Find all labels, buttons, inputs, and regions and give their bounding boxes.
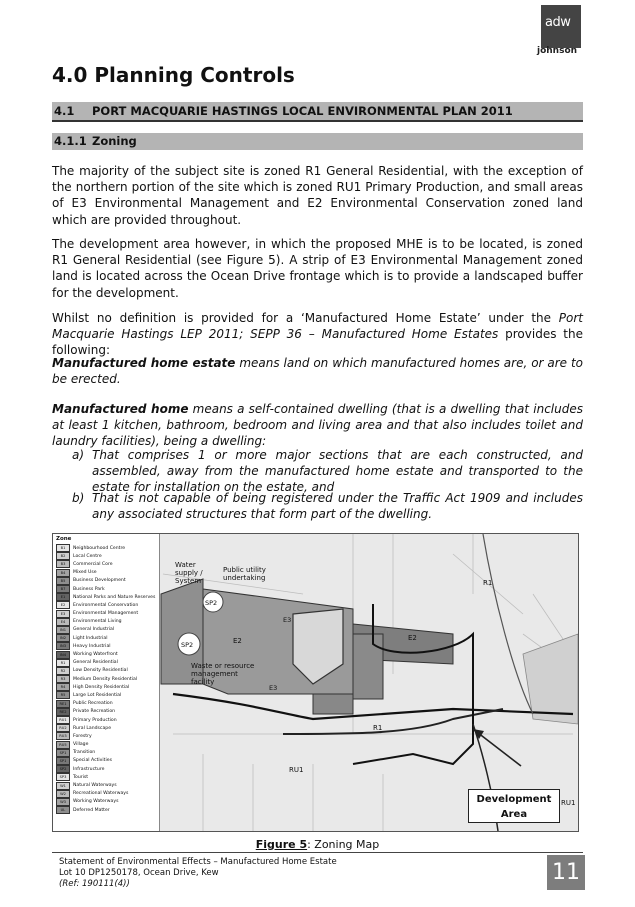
legend-swatch: IN2 [56, 634, 70, 642]
legend-swatch: SP3 [56, 773, 70, 781]
legend-label: Business Park [73, 586, 105, 592]
legend-swatch: IN4 [56, 651, 70, 659]
legend-row [53, 585, 159, 593]
legend-label: Environmental Management [73, 611, 139, 617]
legend-label: Heavy Industrial [73, 643, 111, 649]
section-number: 4.1 [54, 104, 75, 118]
legend-swatch: B7 [56, 585, 70, 593]
map-label-sp2: SP2 [181, 641, 194, 649]
legend-label: General Industrial [73, 627, 115, 633]
legend-label: Village [73, 742, 89, 748]
legend-row [53, 806, 159, 814]
legend-row [53, 773, 159, 781]
legend-swatch: B4 [56, 569, 70, 577]
list-item-label: b) [72, 491, 85, 505]
page-title: 4.0 Planning Controls [52, 63, 295, 87]
legend-row [53, 757, 159, 765]
legend-swatch: IN3 [56, 642, 70, 650]
definition-2-term: Manufactured home [52, 402, 189, 416]
legend-swatch: RE2 [56, 708, 70, 716]
definition-1-text: means land on which manufactured homes are, or are to be erected. [52, 356, 583, 387]
map-label-e3: E3 [283, 616, 292, 624]
definition-1-term: Manufactured home estate [52, 356, 236, 370]
legend-row [53, 683, 159, 691]
legend-swatch: B5 [56, 577, 70, 585]
legend-label: Medium Density Residential [73, 676, 138, 682]
legend-swatch: E1 [56, 593, 70, 601]
legend-label: Tourist [73, 774, 89, 780]
list-item-b [72, 490, 583, 522]
legend-row [53, 610, 159, 618]
legend-label: High Density Residential [73, 684, 130, 690]
paragraph-3-a: Whilst no definition is provided for a ‘Manufactured Home Estate’ under the [52, 311, 559, 325]
legend-swatch: SP1 [56, 749, 70, 757]
definition-2 [52, 401, 583, 450]
legend-row [53, 544, 159, 552]
legend-label: Private Recreation [73, 709, 116, 715]
legend-swatch: RU2 [56, 724, 70, 732]
legend-row [53, 732, 159, 740]
legend-row [53, 700, 159, 708]
legend-label: Special Activities [73, 758, 112, 764]
map-label-r1: R1 [483, 579, 493, 587]
logo-name: johnson [537, 46, 578, 56]
map-label-e3: E3 [269, 684, 278, 692]
subsection-heading [52, 133, 583, 150]
legend-row [53, 618, 159, 626]
legend-swatch: UL [56, 806, 70, 814]
legend-swatch: R1 [56, 659, 70, 667]
legend-label: Forestry [73, 733, 92, 739]
legend-row [53, 593, 159, 601]
development-area-label: Development Area [468, 789, 560, 823]
footer-line-3: (Ref: 190111(4)) [59, 879, 130, 889]
section-heading [52, 102, 583, 122]
legend-swatch: B2 [56, 552, 70, 560]
paragraph-3 [52, 310, 583, 359]
legend-label: Transition [73, 750, 96, 756]
legend-swatch: R5 [56, 691, 70, 699]
legend-row [53, 798, 159, 806]
legend-row [53, 601, 159, 609]
map-label-r1: R1 [373, 724, 383, 732]
legend-swatch: W3 [56, 798, 70, 806]
legend-swatch: IN1 [56, 626, 70, 634]
legend-swatch: W2 [56, 790, 70, 798]
legend-swatch: B1 [56, 544, 70, 552]
legend-row [53, 765, 159, 773]
legend-swatch: RU3 [56, 732, 70, 740]
legend-label: Natural Waterways [73, 783, 117, 789]
legend-label: Recreational Waterways [73, 791, 129, 797]
legend-row [53, 716, 159, 724]
figure-number: Figure 5 [255, 838, 308, 851]
legend-row [53, 781, 159, 789]
zoning-map [52, 533, 579, 832]
footer-divider [52, 852, 583, 853]
map-label-sp2: SP2 [205, 599, 218, 607]
paragraph-2: The development area however, in which the proposed MHE is to be located, is zoned R1 General Residential (see Figure 5). A strip of E3 Environmental Management zoned land is located across the Ocean Drive frontage which is to provide a landscaped buffer for the development. [52, 237, 583, 300]
footer-line-1: Statement of Environmental Effects – Manufactured Home Estate [59, 857, 337, 867]
map-label-e2: E2 [408, 634, 417, 642]
legend-label: Large Lot Residential [73, 692, 122, 698]
legend-label: Primary Production [73, 717, 117, 723]
list-item-text: That comprises 1 or more major sections that are each constructed, and assembled, away from the manufactured home estate and transported to the estate for installation on the estate, and [92, 448, 583, 495]
legend-label: Low Density Residential [73, 668, 128, 674]
legend-row [53, 650, 159, 658]
subsection-number: 4.1.1 [54, 134, 87, 148]
legend-row [53, 577, 159, 585]
paragraph-1: The majority of the subject site is zoned R1 General Residential, with the exception of the northern portion of the site which is zoned RU1 Primary Production, and small areas of E3 Environmental Management and E2 Environmental Conservation zoned land which are provided throughout. [52, 164, 583, 227]
legend-label: Deferred Matter [73, 807, 110, 813]
page-number: 11 [547, 855, 585, 890]
map-label-ru1: RU1 [561, 799, 576, 807]
legend-title: Zone [56, 536, 72, 542]
footer-line-2: Lot 10 DP1250178, Ocean Drive, Kew [59, 868, 219, 878]
legend-label: Environmental Living [73, 619, 122, 625]
list-item-text: That is not capable of being registered under the Traffic Act 1909 and includes any associated structures that form part of the dwelling. [92, 491, 583, 522]
legend-swatch: E4 [56, 618, 70, 626]
section-title: PORT MACQUARIE HASTINGS LOCAL ENVIRONMENTAL PLAN 2011 [92, 104, 513, 118]
legend-row [53, 741, 159, 749]
map-label-ru1: RU1 [289, 766, 304, 774]
legend-label: Rural Landscape [73, 725, 112, 731]
legend-label: National Parks and Nature Reserves [73, 594, 156, 600]
paragraph-3-c: provides the following: [52, 327, 583, 358]
legend-swatch: RE1 [56, 700, 70, 708]
figure-caption [0, 838, 635, 851]
legend-swatch: W1 [56, 782, 70, 790]
legend-row [53, 569, 159, 577]
legend-row [53, 659, 159, 667]
legend-swatch: B3 [56, 560, 70, 568]
legend-label: Mixed Use [73, 570, 97, 576]
legend-swatch: RU5 [56, 741, 70, 749]
map-label-water: Water supply / System [175, 561, 203, 585]
legend-row [53, 724, 159, 732]
legend-swatch: E3 [56, 610, 70, 618]
legend-row [53, 790, 159, 798]
map-label-e2: E2 [233, 637, 242, 645]
legend-label: Commercial Core [73, 561, 113, 567]
legend-label: Light Industrial [73, 635, 108, 641]
legend-row [53, 708, 159, 716]
legend-row [53, 626, 159, 634]
legend-row [53, 691, 159, 699]
definition-1 [52, 355, 583, 387]
legend-label: Working Waterways [73, 799, 119, 805]
figure-title: : Zoning Map [307, 838, 380, 851]
map-legend [53, 534, 160, 831]
map-label-waste: Waste or resource management facility [191, 662, 255, 686]
legend-swatch: R3 [56, 675, 70, 683]
paragraph-3-ref: Port Macquarie Hastings LEP 2011; SEPP 36 – Manufactured Home Estates [52, 311, 583, 342]
legend-label: Business Development [73, 578, 126, 584]
legend-row [53, 560, 159, 568]
list-item-label: a) [72, 448, 85, 462]
legend-list [53, 544, 159, 814]
legend-row [53, 642, 159, 650]
legend-row [53, 667, 159, 675]
legend-row [53, 552, 159, 560]
legend-swatch: E2 [56, 601, 70, 609]
subsection-title: Zoning [92, 134, 137, 148]
legend-label: General Residential [73, 660, 118, 666]
legend-label: Environmental Conservation [73, 602, 139, 608]
legend-row [53, 634, 159, 642]
legend-label: Local Centre [73, 553, 102, 559]
legend-swatch: R4 [56, 683, 70, 691]
legend-row [53, 675, 159, 683]
map-label-public-utility: Public utility undertaking [223, 566, 266, 582]
legend-label: Infrastructure [73, 766, 105, 772]
legend-swatch: RU1 [56, 716, 70, 724]
legend-swatch: R2 [56, 667, 70, 675]
definition-2-text: means a self-contained dwelling (that is a dwelling that includes at least 1 kitchen, bathroom, bedroom and living area and that also includes toilet and laundry facilities), being a dwelling: [52, 402, 583, 449]
legend-label: Neighbourhood Centre [73, 545, 126, 551]
legend-row [53, 749, 159, 757]
legend-swatch: SP1 [56, 757, 70, 765]
legend-label: Working Waterfront [73, 652, 118, 658]
legend-label: Public Recreation [73, 701, 113, 707]
logo-mark: adw [545, 15, 571, 30]
list-item-a [72, 447, 583, 496]
legend-swatch: SP2 [56, 765, 70, 773]
